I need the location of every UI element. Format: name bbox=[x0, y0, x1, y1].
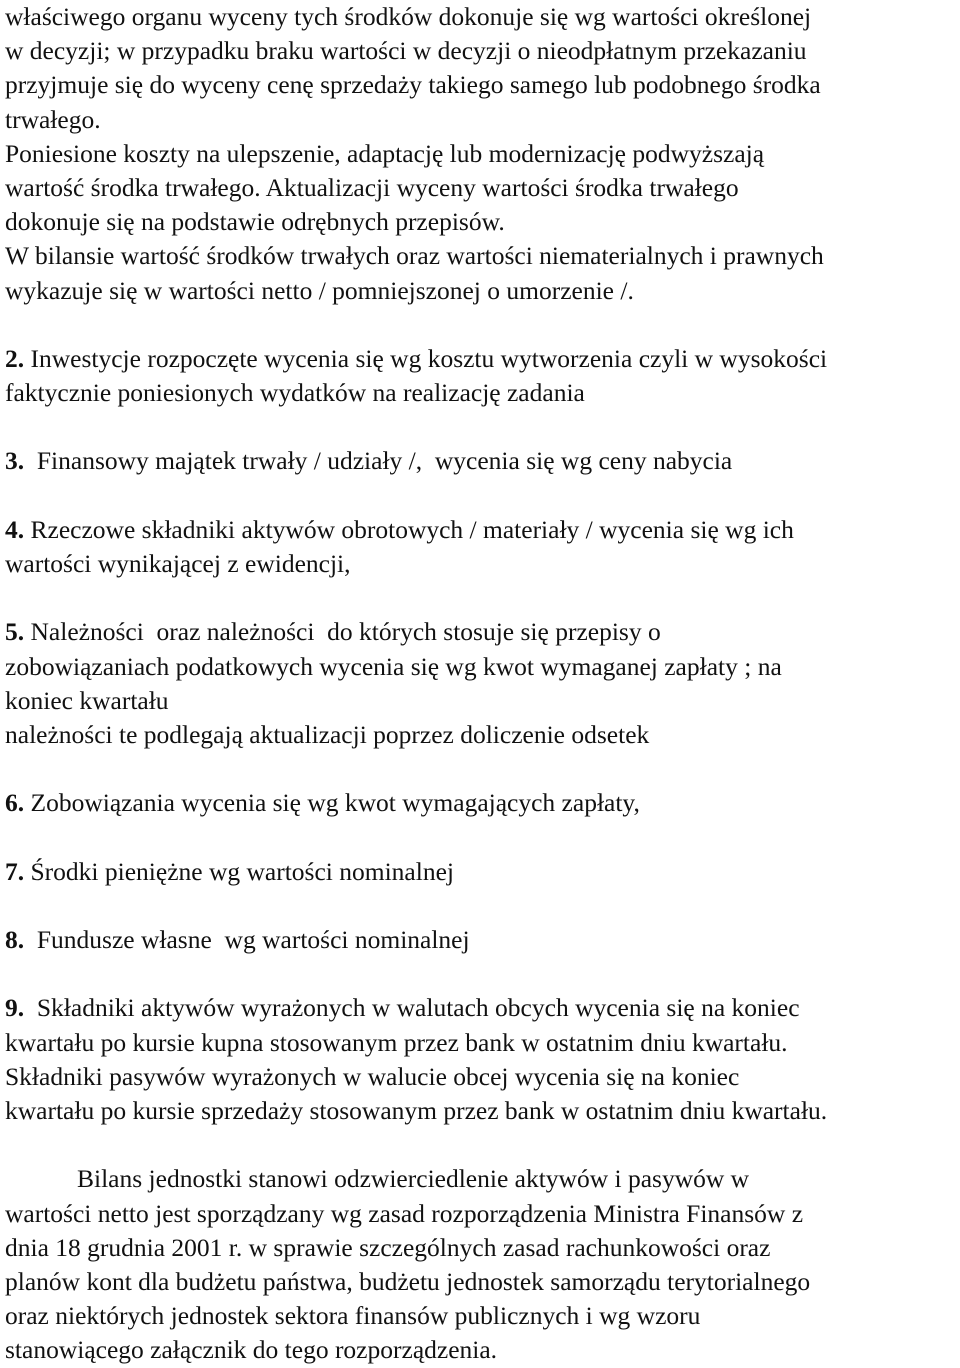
list-item-6 bbox=[5, 786, 957, 820]
intro-line: wykazuje się w wartości netto / pomniejszonej o umorzenie /. bbox=[5, 275, 634, 305]
item-text: Finansowy majątek trwały / udziały /, wycenia się wg ceny nabycia bbox=[24, 446, 733, 476]
intro-line: dokonuje się na podstawie odrębnych przepisów. bbox=[5, 207, 505, 237]
spacer bbox=[5, 308, 957, 342]
closing-line: oraz niektórych jednostek sektora finansów publicznych i wg wzoru bbox=[5, 1301, 701, 1331]
intro-line: trwałego. bbox=[5, 104, 101, 134]
list-item-4 bbox=[5, 513, 957, 581]
closing-line: Bilans jednostki stanowi odzwierciedlenie aktywów i pasywów w bbox=[77, 1164, 750, 1194]
closing-line: stanowiącego załącznik do tego rozporządzenia. bbox=[5, 1335, 498, 1365]
item-number: 2. bbox=[5, 343, 25, 373]
closing-paragraph bbox=[5, 1162, 957, 1367]
spacer bbox=[5, 821, 957, 855]
list-item-7 bbox=[5, 855, 957, 889]
intro-line: w decyzji; w przypadku braku wartości w decyzji o nieodpłatnym przekazaniu bbox=[5, 36, 807, 66]
document-page bbox=[5, 0, 957, 1368]
item-text: Należności oraz należności do których stosuje się przepisy o bbox=[24, 617, 661, 647]
item-number: 3. bbox=[5, 446, 25, 476]
item-number: 6. bbox=[5, 788, 25, 818]
item-text: Składniki aktywów wyrażonych w walutach obcych wycenia się na koniec bbox=[24, 993, 800, 1023]
list-item-2 bbox=[5, 342, 957, 410]
intro-line: W bilansie wartość środków trwałych oraz wartości niematerialnych i prawnych bbox=[5, 241, 824, 271]
item-text: Fundusze własne wg wartości nominalnej bbox=[24, 925, 470, 955]
item-number: 7. bbox=[5, 856, 25, 886]
closing-line: dnia 18 grudnia 2001 r. w sprawie szczególnych zasad rachunkowości oraz bbox=[5, 1232, 771, 1262]
item-text: Rzeczowe składniki aktywów obrotowych / materiały / wycenia się wg ich bbox=[24, 514, 794, 544]
spacer bbox=[5, 752, 957, 786]
closing-line: planów kont dla budżetu państwa, budżetu jednostek samorządu terytorialnego bbox=[5, 1266, 811, 1296]
list-item-3 bbox=[5, 444, 957, 478]
item-number: 4. bbox=[5, 514, 25, 544]
spacer bbox=[5, 581, 957, 615]
item-number: 5. bbox=[5, 617, 25, 647]
list-item-8 bbox=[5, 923, 957, 957]
item-number: 9. bbox=[5, 993, 25, 1023]
list-item-9 bbox=[5, 991, 957, 1128]
item-text: Składniki pasywów wyrażonych w walucie obcej wycenia się na koniec bbox=[5, 1061, 740, 1091]
intro-paragraph bbox=[5, 0, 957, 308]
item-text: koniec kwartału bbox=[5, 685, 169, 715]
spacer bbox=[5, 889, 957, 923]
item-text: Środki pieniężne wg wartości nominalnej bbox=[24, 856, 454, 886]
intro-line: Poniesione koszty na ulepszenie, adaptację lub modernizację podwyższają bbox=[5, 138, 765, 168]
item-text: należności te podlegają aktualizacji poprzez doliczenie odsetek bbox=[5, 719, 650, 749]
list-item-5 bbox=[5, 615, 957, 752]
item-number: 8. bbox=[5, 925, 25, 955]
spacer bbox=[5, 957, 957, 991]
item-text: wartości wynikającej z ewidencji, bbox=[5, 549, 351, 578]
item-text: zobowiązaniach podatkowych wycenia się wg kwot wymaganej zapłaty ; na bbox=[5, 651, 782, 681]
item-text: kwartału po kursie kupna stosowanym przez bank w ostatnim dniu kwartału. bbox=[5, 1027, 788, 1057]
spacer bbox=[5, 1128, 957, 1162]
item-text: faktycznie poniesionych wydatków na realizację zadania bbox=[5, 378, 585, 408]
item-text: kwartału po kursie sprzedaży stosowanym przez bank w ostatnim dniu kwartału. bbox=[5, 1096, 828, 1125]
spacer bbox=[5, 479, 957, 513]
item-text: Inwestycje rozpoczęte wycenia się wg kosztu wytworzenia czyli w wysokości bbox=[24, 343, 828, 373]
item-text: Zobowiązania wycenia się wg kwot wymagających zapłaty, bbox=[24, 788, 640, 818]
intro-line: wartość środka trwałego. Aktualizacji wyceny wartości środka trwałego bbox=[5, 172, 739, 202]
spacer bbox=[5, 410, 957, 444]
intro-line: przyjmuje się do wyceny cenę sprzedaży takiego samego lub podobnego środka bbox=[5, 70, 821, 100]
intro-line: właściwego organu wyceny tych środków dokonuje się wg wartości określonej bbox=[5, 2, 812, 31]
closing-line: wartości netto jest sporządzany wg zasad rozporządzenia Ministra Finansów z bbox=[5, 1198, 804, 1228]
